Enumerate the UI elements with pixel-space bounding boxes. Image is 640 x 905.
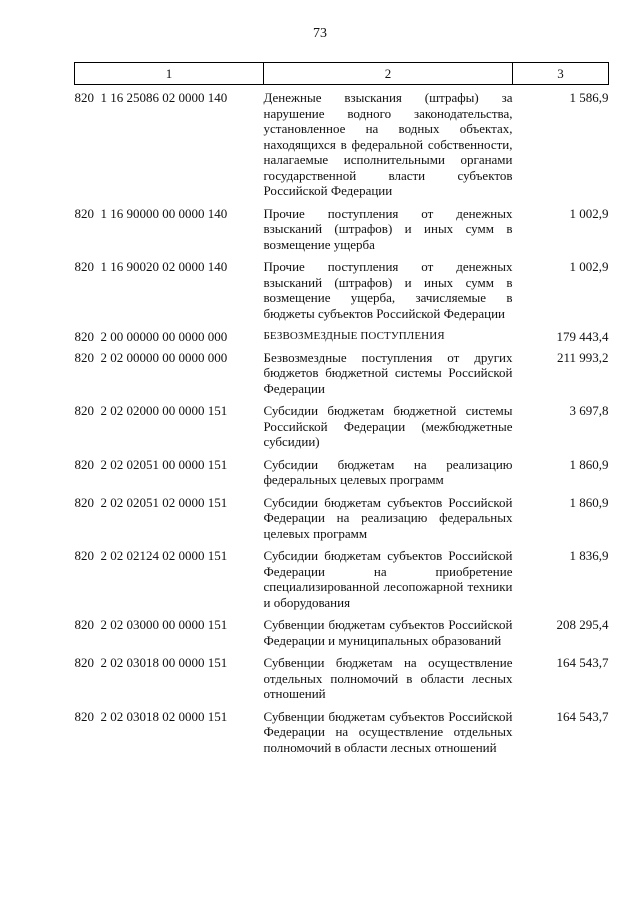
table-row (75, 547, 609, 610)
amount-cell: 1 586,9 (569, 90, 609, 105)
column-header-amount: 3 (513, 63, 609, 85)
amount-cell: 3 697,8 (569, 403, 609, 418)
table-row (75, 328, 609, 345)
table-row (75, 402, 609, 450)
amount-cell: 1 860,9 (569, 456, 609, 472)
budget-code-cell: 820 2 02 02124 02 0000 151 (74, 548, 228, 563)
budget-code-cell: 820 1 16 90020 02 0000 140 (74, 259, 228, 274)
budget-code-cell: 820 2 02 02051 02 0000 151 (74, 494, 228, 510)
amount-cell: 1 002,9 (569, 259, 609, 274)
budget-table (74, 62, 609, 761)
header-row (75, 63, 609, 85)
description-cell: Субсидии бюджетам на реализацию федеральных целевых программ (263, 456, 513, 487)
table-row (75, 456, 609, 488)
description-cell: Безвозмездные поступления от других бюджетов бюджетной системы Российской Федерации (263, 349, 513, 396)
table-header (75, 63, 609, 90)
description-cell: Денежные взыскания (штрафы) за нарушение водного законодательства, установленное на водных объектах, находящихся в федеральной собственности, налагаемые исполнительными органами государственной власти субъектов Российской Федерации (263, 90, 513, 198)
table-row (75, 349, 609, 397)
table-row (75, 708, 609, 756)
description-cell: Субсидии бюджетам субъектов Российской Федерации на приобретение специализированной лесопожарной техники и оборудования (263, 548, 513, 610)
amount-cell: 164 543,7 (556, 655, 609, 670)
amount-cell: 1 836,9 (569, 548, 609, 563)
budget-code-cell: 820 2 02 02000 00 0000 151 (74, 403, 228, 418)
table-body (75, 89, 609, 761)
table-row (75, 494, 609, 542)
description-cell: БЕЗВОЗМЕЗДНЫЕ ПОСТУПЛЕНИЯ (263, 330, 445, 342)
description-cell: Субвенции бюджетам субъектов Российской Федерации и муниципальных образований (263, 617, 513, 648)
description-cell: Прочие поступления от денежных взысканий (штрафов) и иных сумм в возмещение ущерба (263, 205, 513, 252)
row-gap (75, 321, 609, 328)
budget-code-cell: 820 2 00 00000 00 0000 000 (74, 329, 228, 344)
description-cell: Прочие поступления от денежных взысканий (штрафов) и иных сумм в возмещение ущерба, зачисляемые в бюджеты субъектов Российской Федерации (263, 259, 513, 321)
budget-code-cell: 820 2 02 00000 00 0000 000 (74, 349, 228, 365)
column-header-description: 2 (264, 63, 513, 85)
table-row (75, 89, 609, 199)
column-header-code: 1 (75, 63, 264, 85)
budget-code-cell: 820 2 02 03000 00 0000 151 (74, 617, 228, 632)
budget-code-cell: 820 2 02 02051 00 0000 151 (74, 456, 228, 472)
budget-code-cell: 820 1 16 90000 00 0000 140 (74, 205, 228, 221)
amount-cell: 1 002,9 (569, 205, 609, 221)
amount-cell: 1 860,9 (569, 494, 609, 510)
amount-cell: 179 443,4 (556, 329, 609, 344)
table-row (75, 654, 609, 702)
table-row (75, 205, 609, 253)
description-cell: Субвенции бюджетам субъектов Российской Федерации на осуществление отдельных полномочий в области лесных отношений (263, 708, 513, 755)
amount-cell: 208 295,4 (556, 617, 609, 632)
amount-cell: 164 543,7 (556, 708, 609, 724)
page-number: 73 (313, 26, 327, 41)
description-cell: Субсидии бюджетам бюджетной системы Российской Федерации (межбюджетные субсидии) (263, 403, 513, 449)
description-cell: Субсидии бюджетам субъектов Российской Федерации на реализацию федеральных целевых программ (263, 494, 513, 541)
budget-code-cell: 820 2 02 03018 02 0000 151 (74, 708, 228, 724)
budget-code-cell: 820 1 16 25086 02 0000 140 (74, 90, 228, 105)
table-row (75, 258, 609, 321)
description-cell: Субвенции бюджетам на осуществление отдельных полномочий в области лесных отношений (263, 655, 513, 701)
amount-cell: 211 993,2 (556, 349, 609, 365)
table-row (75, 616, 609, 648)
row-gap (75, 755, 609, 761)
budget-code-cell: 820 2 02 03018 00 0000 151 (74, 655, 228, 670)
